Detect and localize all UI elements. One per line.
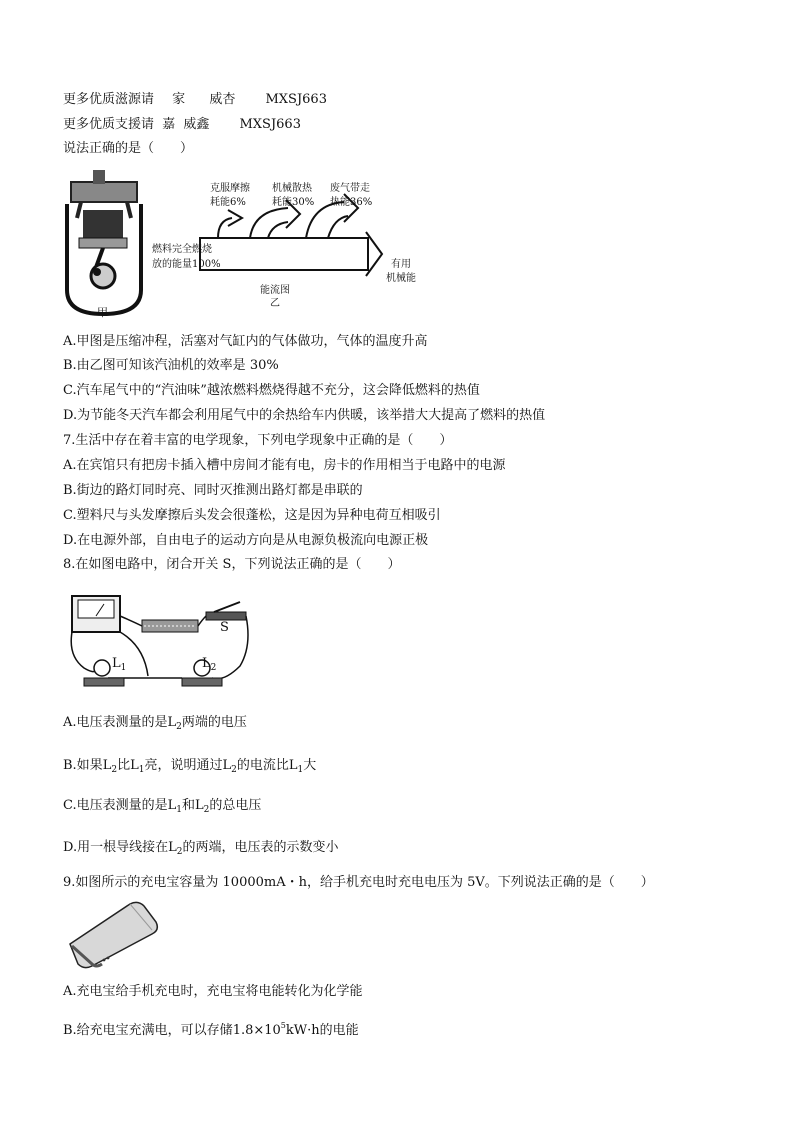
q9-option-a: A.充电宝给手机充电时，充电宝将电能转化为化学能 <box>63 984 363 999</box>
q8b-text: 比 <box>117 758 131 773</box>
q6-stem: 说法正确的是（ ） <box>63 141 194 156</box>
loss-friction-line1: 克服摩擦 <box>210 183 250 194</box>
output-energy-line1: 有用 <box>391 259 411 270</box>
diagram-caption <box>260 284 290 310</box>
q8b-sub: 2 <box>111 765 118 775</box>
header-text: 更多优质支援请 <box>63 117 155 132</box>
diagram-sublabel: 乙 <box>270 298 280 309</box>
q8-stem: 8.在如图电路中，闭合开关 S，下列说法正确的是（ ） <box>63 557 401 572</box>
switch-label: S <box>220 620 229 635</box>
q8a-symbol: L <box>167 715 177 730</box>
q7-option-a: A.在宾馆只有把房卡插入槽中房间才能有电，房卡的作用相当于电路中的电源 <box>63 458 506 473</box>
q8b-text: 大 <box>303 758 317 773</box>
q8c-text: 和 <box>182 798 196 813</box>
input-energy-label <box>152 242 221 272</box>
loss-friction-label <box>210 182 250 210</box>
power-bank-image <box>68 900 160 970</box>
q9b-unit: kW·h <box>285 1023 320 1038</box>
diagram-caption-text: 能流图 <box>260 285 290 296</box>
lamp2-label <box>202 656 216 673</box>
loss-heat-line1: 机械散热 <box>272 183 312 194</box>
q8d-sym: L <box>168 840 177 855</box>
q6-option-c: C.汽车尾气中的“汽油味”越浓燃料燃烧得越不充分，这会降低燃料的热值 <box>63 383 480 398</box>
q8b-sym: L <box>288 758 298 773</box>
header-text: 威杏 <box>209 92 236 107</box>
loss-exhaust-label <box>330 182 372 210</box>
input-energy-line1: 燃料完全燃烧 <box>152 244 212 255</box>
q8-option-c <box>63 798 261 818</box>
q9-stem: 9.如图所示的充电宝容量为 10000mA・h，给手机充电时充电电压为 5V。下列说法正确的是（ ） <box>63 875 654 890</box>
lamp1-sub: 1 <box>120 663 127 673</box>
q8b-sym: L <box>130 758 139 773</box>
q8c-sub: 1 <box>176 805 182 815</box>
header-text: 威鑫 <box>183 117 210 132</box>
lamp2-letter: L <box>202 656 211 671</box>
energy-flow-diagram <box>148 180 428 310</box>
q7-stem: 7.生活中存在着丰富的电学现象，下列电学现象中正确的是（ ） <box>63 433 453 448</box>
header-text: 更多优质滋源请 <box>63 92 155 107</box>
lamp1-letter: L <box>112 656 121 671</box>
header-text: MXSJ663 <box>265 92 327 107</box>
q9b-number: 1.8×10 <box>232 1023 281 1038</box>
loss-friction-line2: 耗能6% <box>210 197 246 208</box>
circuit-figure <box>64 586 254 694</box>
header-line-1 <box>63 92 327 108</box>
header-text: 嘉 <box>162 117 176 132</box>
q7-option-d: D.在电源外部，自由电子的运动方向是从电源负极流向电源正极 <box>63 533 429 548</box>
q9b-text-end: 的电能 <box>319 1023 359 1038</box>
q9b-text: B.给充电宝充满电，可以存储 <box>63 1023 233 1038</box>
loss-exhaust-line1: 废气带走 <box>330 183 370 194</box>
figure-label-jia: 甲 <box>97 306 108 319</box>
q8b-text: 的电流比 <box>236 758 289 773</box>
q9-option-b <box>63 1018 359 1039</box>
q8c-text: C.电压表测量的是 <box>63 798 168 813</box>
engine-figure <box>63 170 145 320</box>
q8-option-b <box>63 758 316 778</box>
lamp2-sub: 2 <box>210 663 217 673</box>
q6-option-a: A.甲图是压缩冲程，活塞对气缸内的气体做功，气体的温度升高 <box>63 334 428 349</box>
q8d-text: D.用一根导线接在 <box>63 840 169 855</box>
lamp1-label <box>112 656 126 673</box>
q6-option-b: B.由乙图可知该汽油机的效率是 30% <box>63 358 279 373</box>
q8b-sub: 2 <box>231 765 237 775</box>
q8d-text: 的两端，电压表的示数变小 <box>182 840 339 855</box>
q8a-text: A.电压表测量的是 <box>63 715 168 730</box>
loss-exhaust-line2: 热能36% <box>330 197 373 208</box>
header-text: MXSJ663 <box>239 117 301 132</box>
q7-option-b: B.街边的路灯同时亮、同时灭推测出路灯都是串联的 <box>63 483 363 498</box>
q8b-sub: 1 <box>138 765 145 775</box>
q6-option-d: D.为节能冬天汽车都会利用尾气中的余热给车内供暖，该举措大大提高了燃料的热值 <box>63 408 546 423</box>
header-text: 家 <box>172 92 186 107</box>
output-energy-line2: 机械能 <box>386 273 416 284</box>
q7-option-c: C.塑料尺与头发摩擦后头发会很蓬松，这是因为异种电荷互相吸引 <box>63 508 441 523</box>
q8b-sym: L <box>222 758 232 773</box>
q8b-text: 亮，说明通过 <box>144 758 223 773</box>
q8-option-d <box>63 840 338 860</box>
q8a-text-end: 两端的电压 <box>181 715 247 730</box>
input-energy-line2: 放的能量100% <box>152 259 221 270</box>
q8c-sym: L <box>195 798 204 813</box>
q8b-text: B.如果 <box>63 758 103 773</box>
q8c-text: 的总电压 <box>209 798 262 813</box>
loss-heat-label <box>272 182 314 210</box>
q8c-sub: 2 <box>203 805 210 815</box>
loss-heat-line2: 耗能30% <box>272 197 315 208</box>
q9b-exponent: 5 <box>280 1021 286 1030</box>
q8b-sub: 1 <box>297 765 304 775</box>
q8c-sym: L <box>167 798 177 813</box>
header-line-2 <box>63 117 301 133</box>
q8b-sym: L <box>102 758 112 773</box>
q8d-sub: 2 <box>176 847 183 857</box>
q8a-sub: 2 <box>176 722 182 732</box>
output-energy-label <box>386 258 416 286</box>
q8-option-a <box>63 715 247 735</box>
